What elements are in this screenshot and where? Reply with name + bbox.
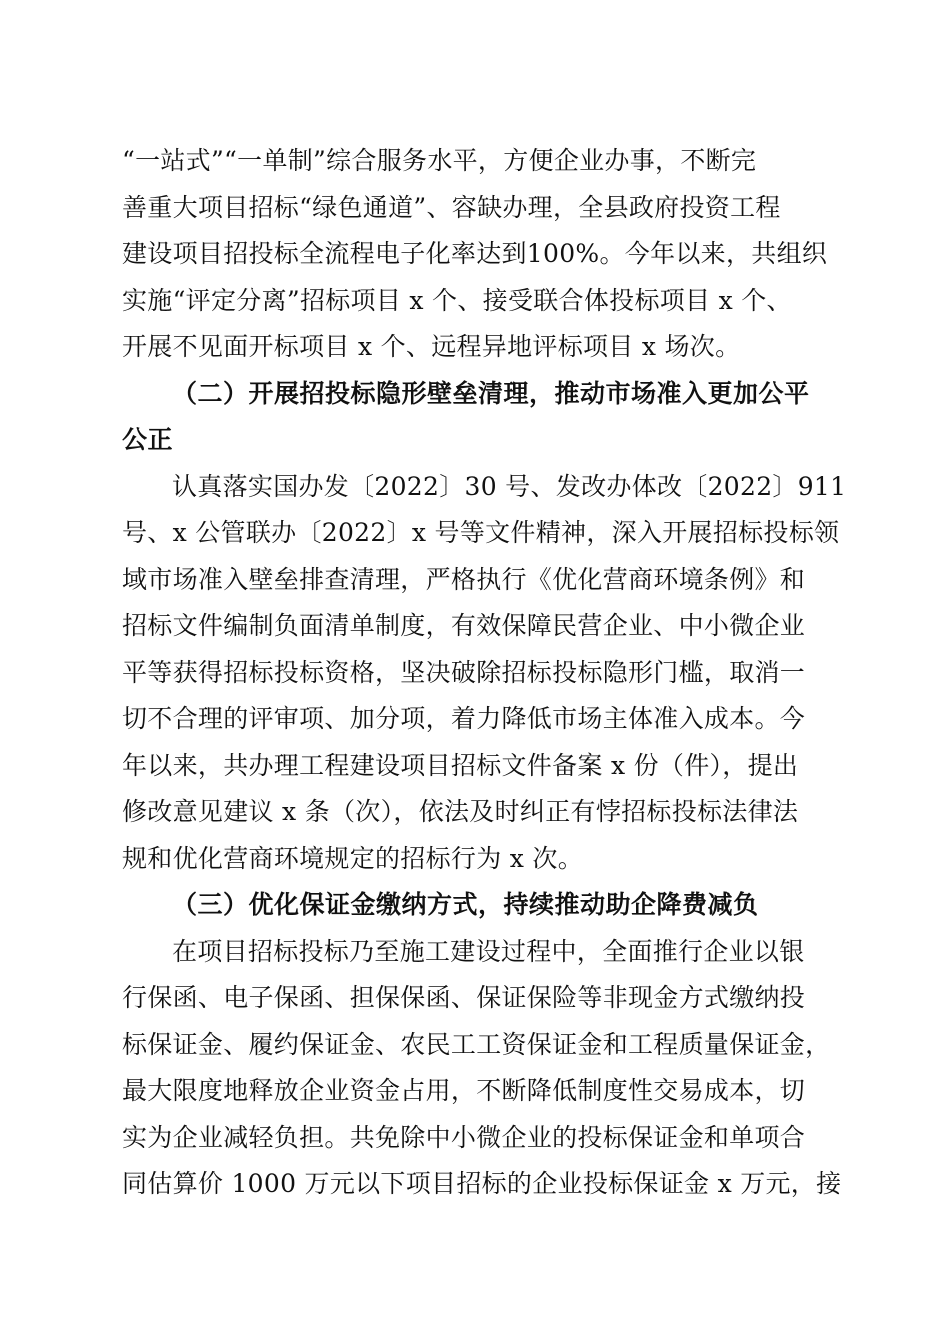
paragraph-1-line: 实施“评定分离”招标项目 x 个、接受联合体投标项目 x 个、 xyxy=(122,285,792,315)
section-heading-2 xyxy=(122,371,832,464)
paragraph-1-line: “一站式”“一单制”综合服务水平，方便企业办事，不断完 xyxy=(122,146,757,175)
paragraph-1-line: 开展不见面开标项目 x 个、远程异地评标项目 x 场次。 xyxy=(122,332,741,361)
section-heading-2-line: （二）开展招投标隐形壁垒清理，推动市场准入更加公平 xyxy=(172,378,810,408)
paragraph-2-line: 招标文件编制负面清单制度，有效保障民营企业、中小微企业 xyxy=(122,611,806,640)
paragraph-2-line: 域市场准入壁垒排查清理，严格执行《优化营商环境条例》和 xyxy=(122,564,806,594)
paragraph-3-line: 最大限度地释放企业资金占用，不断降低制度性交易成本，切 xyxy=(122,1076,806,1105)
paragraph-1 xyxy=(122,138,832,371)
paragraph-3-line: 同估算价 1000 万元以下项目招标的企业投标保证金 x 万元，接 xyxy=(122,1169,842,1198)
paragraph-1-line: 善重大项目招标“绿色通道”、容缺办理，全县政府投资工程 xyxy=(122,192,781,222)
paragraph-2-line: 切不合理的评审项、加分项，着力降低市场主体准入成本。今 xyxy=(122,704,806,733)
paragraph-2-line: 号、x 公管联办〔2022〕x 号等文件精神，深入开展招标投标领 xyxy=(122,518,840,547)
paragraph-2-line: 规和优化营商环境规定的招标行为 x 次。 xyxy=(122,843,583,873)
section-heading-3-line: （三）优化保证金缴纳方式，持续推动助企降费减负 xyxy=(172,890,759,919)
document-body xyxy=(122,138,847,1208)
paragraph-3-line: 标保证金、履约保证金、农民工工资保证金和工程质量保证金， xyxy=(122,1029,831,1059)
paragraph-3-line: 实为企业减轻负担。共免除中小微企业的投标保证金和单项合 xyxy=(122,1122,806,1152)
paragraph-1-line: 建设项目招投标全流程电子化率达到100%。今年以来，共组织 xyxy=(122,239,828,268)
paragraph-2-line: 平等获得招标投标资格，坚决破除招标投标隐形门槛，取消一 xyxy=(122,657,806,687)
section-heading-3 xyxy=(122,882,832,929)
paragraph-3-line: 在项目招标投标乃至施工建设过程中，全面推行企业以银 xyxy=(172,936,805,966)
section-heading-2-line: 公正 xyxy=(122,425,174,454)
paragraph-2-line: 修改意见建议 x 条（次），依法及时纠正有悖招标投标法律法 xyxy=(122,797,799,826)
paragraph-3-line: 行保函、电子保函、担保保函、保证保险等非现金方式缴纳投 xyxy=(122,983,806,1012)
paragraph-2 xyxy=(122,464,847,883)
paragraph-2-line: 认真落实国办发〔2022〕30 号、发改办体改〔2022〕911 xyxy=(172,471,847,501)
paragraph-3 xyxy=(122,929,842,1208)
paragraph-2-line: 年以来，共办理工程建设项目招标文件备案 x 份（件），提出 xyxy=(122,750,799,780)
